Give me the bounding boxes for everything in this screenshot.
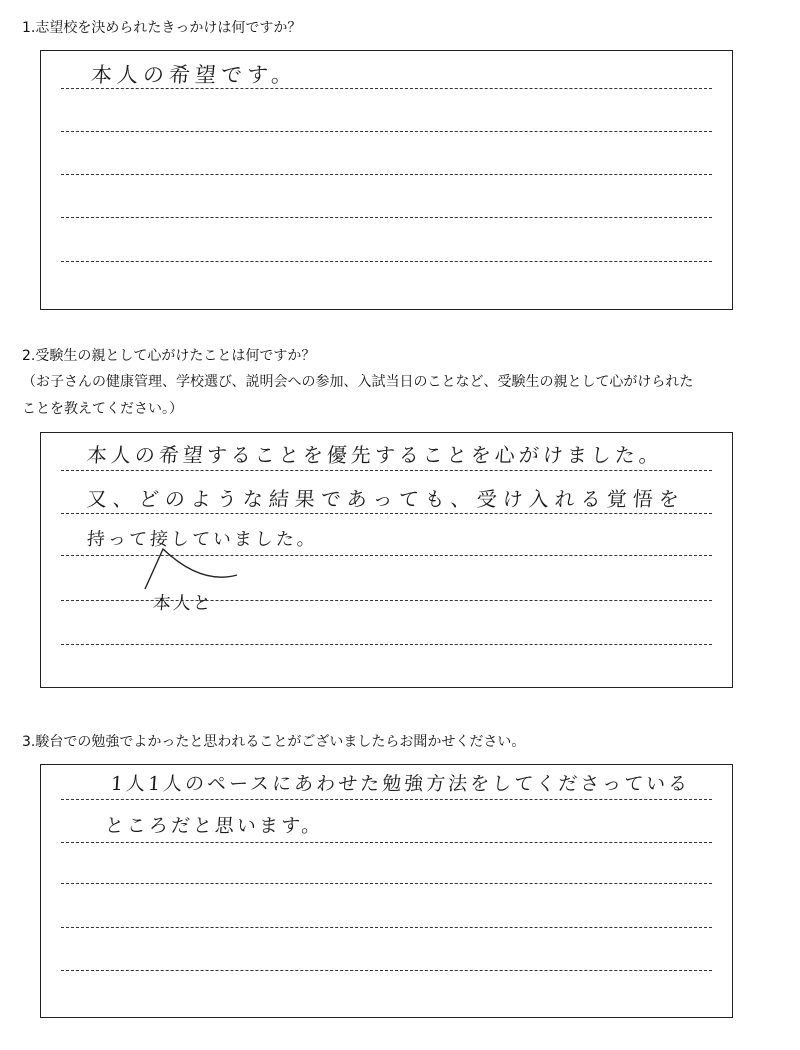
ruled-line <box>61 799 712 800</box>
ruled-line <box>61 261 712 262</box>
answer-2-line-2: 又、どのような結果であっても、受け入れる覚悟を <box>86 487 686 511</box>
ruled-line <box>61 131 712 132</box>
ruled-line <box>61 513 712 514</box>
ruled-line <box>61 927 712 928</box>
ruled-line <box>61 174 712 175</box>
answer-2-line-1: 本人の希望することを優先することを心がけました。 <box>86 443 664 467</box>
question-3-label: 3.駿台での勉強でよかったと思われることがございましたらお聞かせください。 <box>22 734 526 750</box>
insertion-caret-mark <box>141 545 251 595</box>
answer-3-line-1: 1人1人のペースにあわせた勉強方法をしてくださっている <box>110 773 691 795</box>
question-2-label: 2.受験生の親として心がけたことは何ですか？ <box>22 348 316 364</box>
answer-1-line-1: 本人の希望です。 <box>90 63 299 87</box>
ruled-line <box>61 970 712 971</box>
question-2-note-line-2: ことを教えてください。） <box>22 401 183 417</box>
question-2-note-line-1: （お子さんの健康管理、学校選び、説明会への参加、入試当日のことなど、受験生の親として心がけられた <box>22 374 694 390</box>
ruled-line <box>61 470 712 471</box>
answer-box-3[interactable] <box>40 764 733 1018</box>
answer-box-2[interactable] <box>40 432 733 688</box>
answer-2-line-3: 持って接していました。 <box>86 529 319 550</box>
answer-3-line-2: ところだと思います。 <box>104 815 325 837</box>
answer-2-insertion: 本人と <box>152 593 214 614</box>
ruled-line <box>61 644 712 645</box>
ruled-line <box>61 883 712 884</box>
ruled-line <box>61 842 712 843</box>
answer-box-1[interactable] <box>40 50 733 310</box>
ruled-line <box>61 217 712 218</box>
question-1-label: 1.志望校を決められたきっかけは何ですか？ <box>22 20 302 36</box>
